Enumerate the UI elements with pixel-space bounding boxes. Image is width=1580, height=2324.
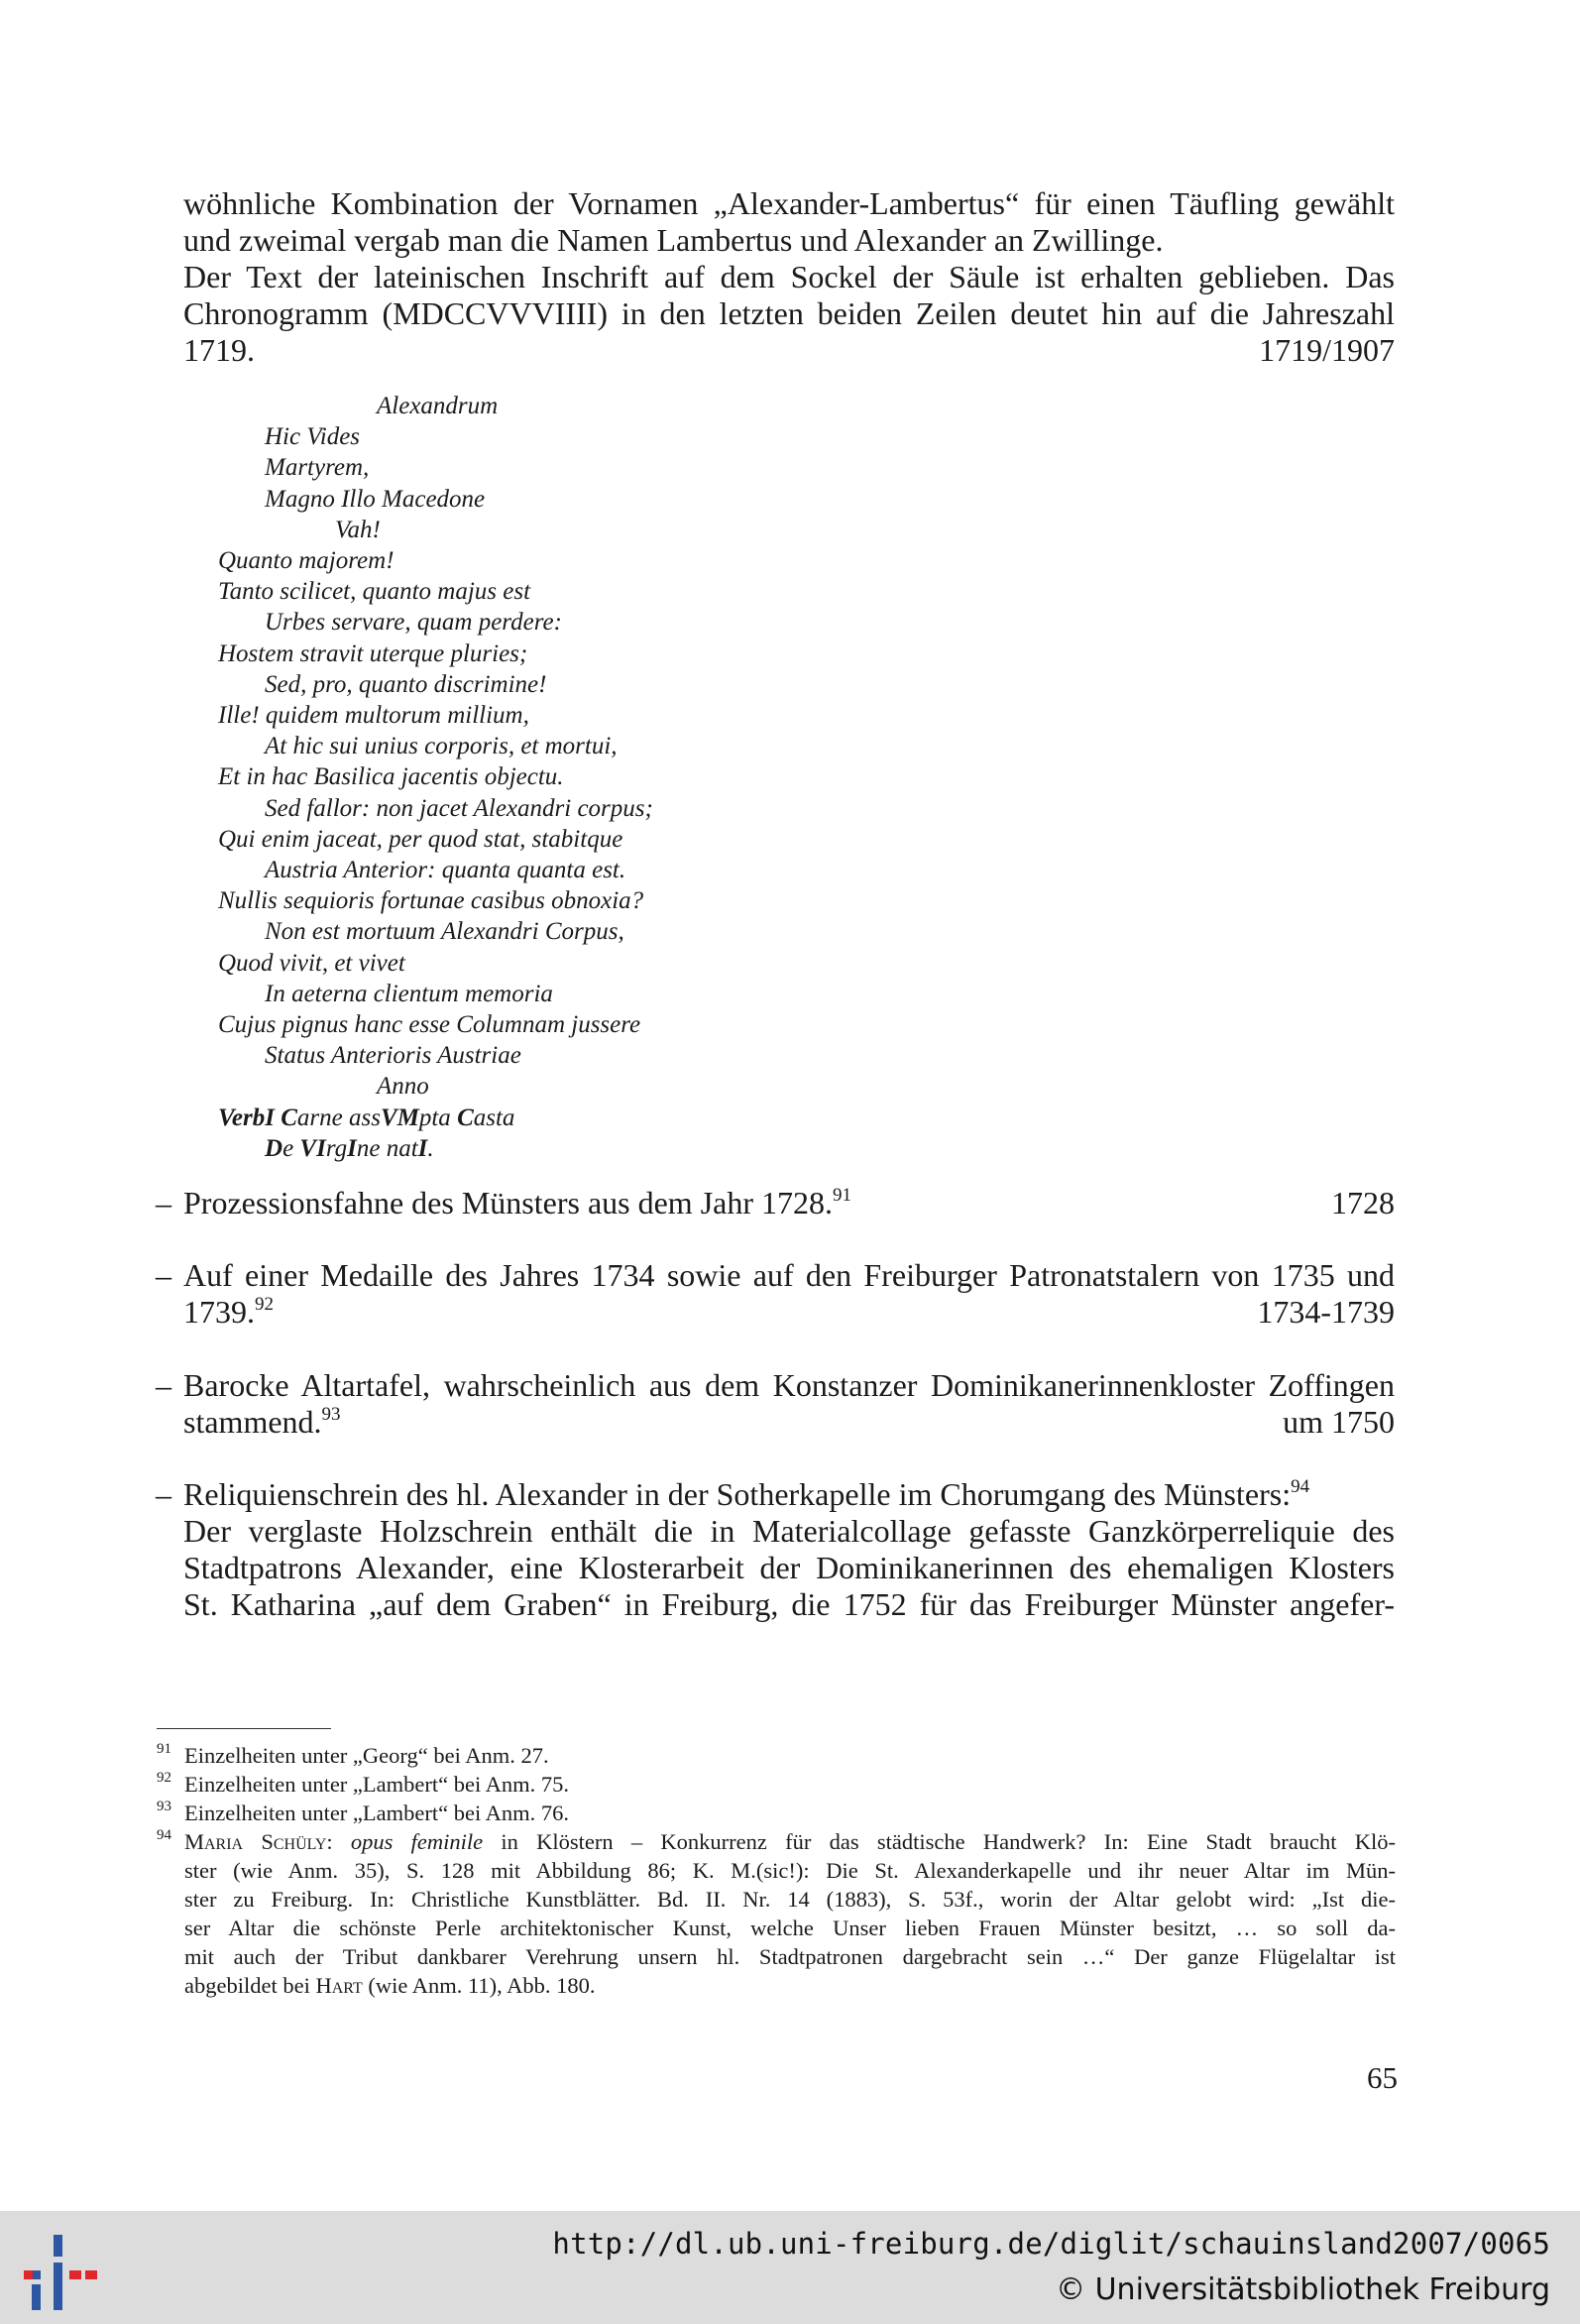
inscription-line: Alexandrum [377, 393, 499, 419]
inscription-line: Martyrem, [265, 454, 370, 482]
footnote-number: 92 [157, 1770, 171, 1786]
text-line: Der Text der lateinischen Inschrift auf dem Sockel der Säule ist erhalten geblieben. Das [183, 259, 1395, 294]
footnote-line [184, 1827, 1396, 1856]
footnote-ref[interactable]: 92 [255, 1294, 274, 1315]
footnote-text: in Klöstern – Konkurrenz für das städtische Handwerk? In: Eine Stadt braucht Klö- [483, 1829, 1396, 1854]
date-marker: 1719/1907 [1259, 332, 1395, 368]
footnotes [157, 1741, 1396, 2000]
inscription-line: Sed, pro, quanto discrimine! [265, 670, 547, 698]
inscription-line: Ille! quidem multorum millium, [218, 702, 529, 730]
item-text: Prozessionsfahne des Münsters aus dem Jahr 1728. [183, 1185, 833, 1220]
author-name: Maria Schüly [184, 1829, 327, 1854]
date-marker: 1728 [1331, 1185, 1395, 1220]
inscription-line: Anno [377, 1073, 429, 1101]
footnote [157, 1770, 1396, 1799]
list-item [183, 1367, 1395, 1441]
inscription-line: Austria Anterior: quanta quanta est. [265, 857, 626, 884]
list-item [183, 1185, 1395, 1221]
date-marker: 1734-1739 [1257, 1294, 1395, 1330]
inscription-line: Et in hac Basilica jacentis objectu. [218, 763, 564, 791]
date-marker: um 1750 [1283, 1404, 1395, 1440]
inscription-line: Qui enim jaceat, per quod stat, stabitque [218, 825, 623, 853]
item-text: Auf einer Medaille des Jahres 1734 sowie auf den Freiburger Patronatstalern von 1735 und [183, 1257, 1395, 1293]
library-logo-icon[interactable] [24, 2233, 103, 2312]
text-line [183, 1476, 1395, 1513]
text-line: wöhnliche Kombination der Vornamen „Alexander-Lambertus“ für einen Täufling gewählt [183, 185, 1395, 221]
text-line [183, 1367, 1395, 1404]
footnote-line: ser Altar die schönste Perle architektonischer Kunst, welche Unser lieben Frauen Münster besitzt, … so soll da- [184, 1916, 1396, 1940]
footnote-line: ster (wie Anm. 35), S. 128 mit Abbildung 86; K. M.(sic!): Die St. Alexanderkapelle und ihr neuer Altar im Mün- [184, 1858, 1396, 1883]
inscription-line: Cujus pignus hanc esse Columnam jussere [218, 1011, 641, 1039]
item-text: Reliquienschrein des hl. Alexander in der Sotherkapelle im Chorumgang des Münsters: [183, 1476, 1292, 1512]
inscription-line: Quanto majorem! [218, 547, 395, 575]
footnote-text: Einzelheiten unter „Georg“ bei Anm. 27. [184, 1743, 549, 1768]
text-line: und zweimal vergab man die Namen Lambertus und Alexander an Zwillinge. [183, 222, 1164, 258]
intro-paragraph [183, 185, 1395, 369]
text-line: St. Katharina „auf dem Graben“ in Freiburg, die 1752 für das Freiburger Münster angefer- [183, 1586, 1395, 1622]
chronogram-line: De VIrgIne natI. [265, 1134, 434, 1162]
footnote-divider [157, 1728, 331, 1729]
inscription-line: Status Anterioris Austriae [265, 1042, 521, 1070]
footnote [157, 1741, 1396, 1770]
footnote [157, 1799, 1396, 1827]
list-item [183, 1257, 1395, 1331]
inscription-line: At hic sui unius corporis, et mortui, [265, 733, 618, 760]
footnote-line: mit auch der Tribut dankbarer Verehrung unsern hl. Stadtpatronen dargebracht sein …“ Der ganze Flügelaltar ist [184, 1944, 1396, 1969]
inscription-line: Quod vivit, et vivet [218, 949, 405, 977]
text-line [183, 1257, 1395, 1294]
text-line [183, 1185, 1395, 1221]
page-number: 65 [1367, 2060, 1398, 2095]
text-line [183, 1294, 1395, 1331]
item-text: Barocke Altartafel, wahrscheinlich aus dem Konstanzer Dominikanerinnenkloster Zoffingen [183, 1367, 1395, 1403]
footnote-ref[interactable]: 93 [321, 1404, 341, 1425]
inscription-line: Hic Vides [265, 423, 361, 451]
author-name: Hart [315, 1973, 363, 1998]
footnote-number: 93 [157, 1799, 171, 1814]
chronogram-line: VerbI Carne assVMpta Casta [218, 1104, 515, 1131]
text-line [183, 332, 1395, 369]
footnote-line: ster zu Freiburg. In: Christliche Kunstblätter. Bd. II. Nr. 14 (1883), S. 53f., worin der Altar gelobt wird: „Ist die- [184, 1887, 1396, 1912]
viewer-footer [0, 2211, 1580, 2324]
footnote-text: Einzelheiten unter „Lambert“ bei Anm. 76. [184, 1801, 569, 1825]
inscription-line: Nullis sequioris fortunae casibus obnoxia? [218, 887, 644, 915]
inscription-line: Magno Illo Macedone [265, 485, 486, 513]
inscription-line: Tanto scilicet, quanto majus est [218, 578, 531, 606]
work-title: opus feminile [350, 1829, 484, 1854]
footnote-text: Einzelheiten unter „Lambert“ bei Anm. 75. [184, 1772, 569, 1797]
copyright-notice: © Universitätsbibliothek Freiburg [1056, 2272, 1550, 2307]
inscription-line: In aeterna clientum memoria [265, 980, 553, 1007]
punctuation: : [326, 1829, 351, 1854]
list-item [183, 1476, 1395, 1623]
inscription-line: Vah! [335, 516, 381, 543]
footnote [157, 1827, 1396, 2000]
footnote-ref[interactable]: 91 [833, 1185, 851, 1206]
inscription-line: Sed fallor: non jacet Alexandri corpus; [265, 794, 653, 822]
inscription-line: Non est mortuum Alexandri Corpus, [265, 918, 624, 946]
source-url-link[interactable]: http://dl.ub.uni-freiburg.de/diglit/schauinsland2007/0065 [552, 2227, 1550, 2261]
text-line: Stadtpatrons Alexander, eine Klosterarbeit der Dominikanerinnen des ehemaligen Klosters [183, 1550, 1395, 1585]
footnote-line [184, 1971, 1396, 2000]
footnote-ref[interactable]: 94 [1291, 1476, 1310, 1497]
text-line: Chronogramm (MDCCVVVIIII) in den letzten beiden Zeilen deutet hin auf die Jahreszahl [183, 295, 1395, 331]
text-line: Der verglaste Holzschrein enthält die in Materialcollage gefasste Ganzkörperreliquie des [183, 1513, 1395, 1549]
inscription-line: Urbes servare, quam perdere: [265, 609, 562, 637]
footnote-text: abgebildet bei [184, 1973, 316, 1998]
footnote-text: (wie Anm. 11), Abb. 180. [362, 1973, 596, 1998]
item-text: 1739. [183, 1294, 255, 1330]
text-line [183, 1404, 1395, 1441]
latin-inscription [218, 391, 653, 1164]
footnote-number: 94 [157, 1827, 171, 1843]
text-fragment: 1719. [183, 332, 255, 368]
footnote-number: 91 [157, 1741, 171, 1757]
item-text: stammend. [183, 1404, 322, 1440]
inscription-line: Hostem stravit uterque pluries; [218, 639, 528, 667]
